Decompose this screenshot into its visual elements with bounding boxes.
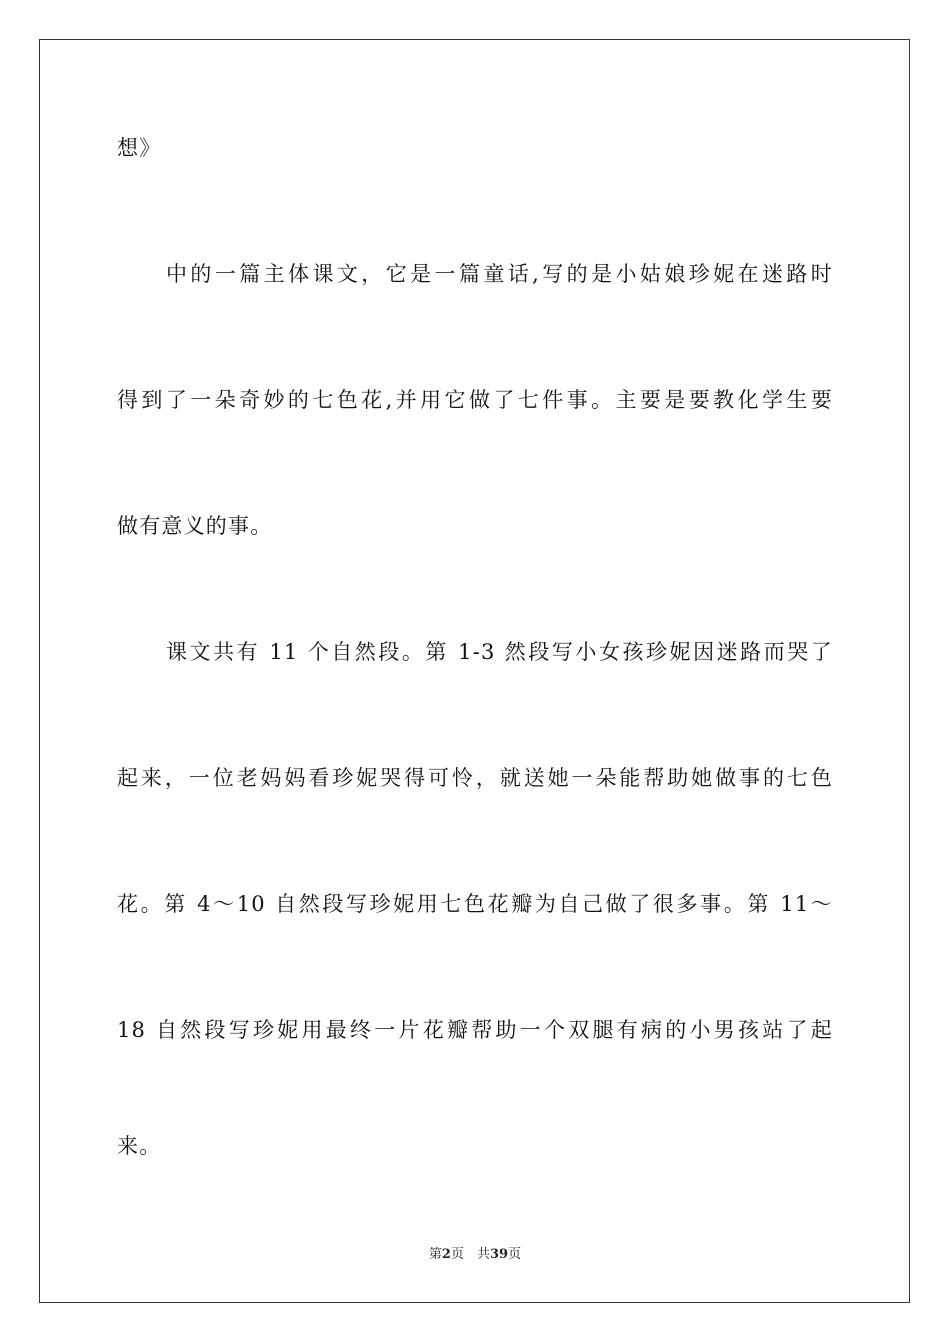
text-line-1: 想》: [117, 136, 162, 160]
text-line-4: 做有意义的事。: [117, 514, 273, 538]
text-line-3: 得到了一朵奇妙的七色花,并用它做了七件事。主要是要教化学生要: [117, 388, 833, 412]
text-line-8: 18 自然段写珍妮用最终一片花瓣帮助一个双腿有病的小男孩站了起: [117, 1018, 833, 1042]
text-line-5: 课文共有 11 个自然段。第 1-3 然段写小女孩珍妮因迷路而哭了: [166, 640, 833, 664]
footer-mid: 页 共: [450, 1247, 490, 1262]
text-line-9: 来。: [117, 1134, 162, 1158]
footer-page-number: 2: [441, 1247, 451, 1262]
page-footer: [0, 1246, 950, 1264]
page-border: [39, 39, 910, 1303]
text-line-2: 中的一篇主体课文，它是一篇童话,写的是小姑娘珍妮在迷路时: [166, 262, 833, 286]
text-line-7: 花。第 4～10 自然段写珍妮用七色花瓣为自己做了很多事。第 11～: [117, 892, 833, 916]
footer-suffix: 页: [508, 1247, 522, 1262]
text-line-6: 起来，一位老妈妈看珍妮哭得可怜，就送她一朵能帮助她做事的七色: [117, 766, 833, 790]
footer-prefix: 第: [428, 1247, 442, 1262]
footer-total-pages: 39: [489, 1247, 509, 1262]
